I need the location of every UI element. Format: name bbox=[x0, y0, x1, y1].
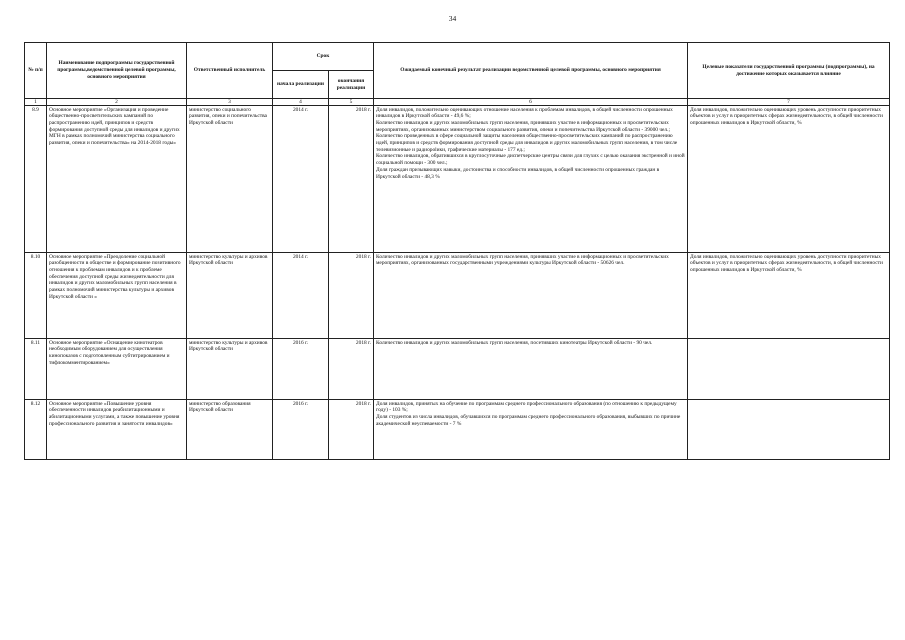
row-start: 2014 г. bbox=[273, 253, 329, 339]
row-indicators: Доля инвалидов, положительно оценивающих уровень доступности приоритетных объектов и услуг в приоритетных сферах жизнедеятельности, в общей численности опрошенных инвалидов в Иркутской области, % bbox=[688, 106, 890, 253]
table-row bbox=[25, 253, 890, 339]
result-line: Доля граждан призывающих навыки, достоинства и способности инвалидов, в общей численности опрошенных граждан в Иркутской области - 48,3 % bbox=[376, 166, 660, 180]
row-result bbox=[374, 253, 688, 339]
header-name: Наименование подпрограммы государственной программы,ведомственной целевой программы, основного мероприятия bbox=[47, 43, 187, 99]
row-start: 2016 г. bbox=[273, 400, 329, 460]
row-end: 2018 г. bbox=[329, 106, 374, 253]
column-number: 5 bbox=[329, 99, 374, 106]
table-row bbox=[25, 106, 890, 253]
result-line: Доля инвалидов, положительно оценивающих отношение населения к проблемам инвалидов, в общей численности опрошенных инвалидов в Иркутской области - 49,6 %; bbox=[376, 106, 673, 120]
row-indicators bbox=[688, 400, 890, 460]
result-line: Количество инвалидов и других маломобильных групп населения, принявших участие в информационных и просветительских мероприятиях, организованных министерством социального развития, опеки и попечительства Иркутской области - 39000 чел.; bbox=[376, 119, 670, 133]
header-indicators: Целевые показатели государственной программы (подпрограммы), на достижение которых оказывается влияние bbox=[688, 43, 890, 99]
header-term: Срок bbox=[273, 43, 374, 71]
result-line: Количество проведенных в сфере социальной защиты населения общественно-просветительских кампаний по распространению идей, принципов и средств формирования доступной среды для инвалидов и других маломобильных групп населения, в том числе телевизионные и радиорolики, графические материалы - 177 ед.; bbox=[376, 133, 678, 153]
table-row bbox=[25, 339, 890, 400]
row-executor: министерство социального развития, опеки и попечительства Иркутской области bbox=[187, 106, 273, 253]
row-indicators bbox=[688, 339, 890, 400]
program-activities-table bbox=[24, 42, 890, 460]
row-name: Основное мероприятие «Оснащение кинотеатров необходимым оборудованием для осуществления кинопоказов с подготовленным субтитрированием и тифлокомментированием» bbox=[47, 339, 187, 400]
row-start: 2014 г. bbox=[273, 106, 329, 253]
row-indicators: Доля инвалидов, положительно оценивающих уровень доступности приоритетных объектов и услуг в приоритетных сферах жизнедеятельности, в общей численности опрошенных инвалидов в Иркутской области, % bbox=[688, 253, 890, 339]
header-end: окончания реализации bbox=[329, 71, 374, 99]
header-executor: Ответственный исполнитель bbox=[187, 43, 273, 99]
result-line: Количество инвалидов, обратившихся в круглосуточные диспетчерские центры связи для глухих с целью оказания экстренной и иной социальной помощи - 300 чел.; bbox=[376, 153, 685, 167]
row-name: Основное мероприятие «Преодоление социальной разобщенности в обществе и формирование позитивного отношения к проблемам инвалидов и к проблеме обеспечения доступной среды жизнедеятельности для инвалидов и других маломобильных групп населения в рамках полномочий министерства культуры и архивов Иркутской области » bbox=[47, 253, 187, 339]
result-line: Доля студентов из числа инвалидов, обучавшихся по программам среднего профессионального образования, выбывших по причине академической неуспеваемости - 7 % bbox=[376, 413, 681, 427]
result-line: Количество инвалидов и других маломобильных групп населения, посетивших кинотеатры Иркутской области - 90 чел. bbox=[376, 339, 653, 346]
row-result bbox=[374, 106, 688, 253]
column-number: 6 bbox=[374, 99, 688, 106]
row-num: 8.10 bbox=[25, 253, 47, 339]
row-name: Основное мероприятие «Повышение уровня обеспеченности инвалидов реабилитационными и абилитационными услугами, а также повышение уровня профессионального развития и занятости инвалидов» bbox=[47, 400, 187, 460]
header-result: Ожидаемый конечный результат реализации ведомственной целевой программы, основного мероприятия bbox=[374, 43, 688, 99]
row-end: 2018 г. bbox=[329, 339, 374, 400]
column-number: 2 bbox=[47, 99, 187, 106]
row-executor: министерство культуры и архивов Иркутской области bbox=[187, 339, 273, 400]
row-num: 8.11 bbox=[25, 339, 47, 400]
row-executor: министерство образования Иркутской области bbox=[187, 400, 273, 460]
row-num: 8.9 bbox=[25, 106, 47, 253]
result-line: Доля инвалидов, принятых на обучение по программам среднего профессионального образования (по отношению к предыдущему году) - 103 %; bbox=[376, 400, 677, 414]
result-line: Количество инвалидов и других маломобильных групп населения, принявших участие в информационных и просветительских мероприятиях, организованных государственными учреждениями культуры Иркутской области - 50626 чел. bbox=[376, 253, 669, 267]
page-number: 34 bbox=[448, 14, 457, 23]
header-num: № п/п bbox=[25, 43, 47, 99]
column-number: 7 bbox=[688, 99, 890, 106]
row-result bbox=[374, 400, 688, 460]
row-end: 2018 г. bbox=[329, 253, 374, 339]
row-name: Основное мероприятие «Организация и проведение общественно-просветительских кампаний по распространению идей, принципов и средств формирования доступной среды для инвалидов и других МГН в рамках полномочий министерства социального развития, опеки и попечительства» на 2014-2018 годы» bbox=[47, 106, 187, 253]
row-num: 8.12 bbox=[25, 400, 47, 460]
row-result bbox=[374, 339, 688, 400]
header-start: начала реализации bbox=[273, 71, 329, 99]
column-number: 1 bbox=[25, 99, 47, 106]
row-end: 2018 г. bbox=[329, 400, 374, 460]
row-start: 2016 г. bbox=[273, 339, 329, 400]
column-number: 4 bbox=[273, 99, 329, 106]
column-number: 3 bbox=[187, 99, 273, 106]
row-executor: министерство культуры и архивов Иркутской области bbox=[187, 253, 273, 339]
table-row bbox=[25, 400, 890, 460]
